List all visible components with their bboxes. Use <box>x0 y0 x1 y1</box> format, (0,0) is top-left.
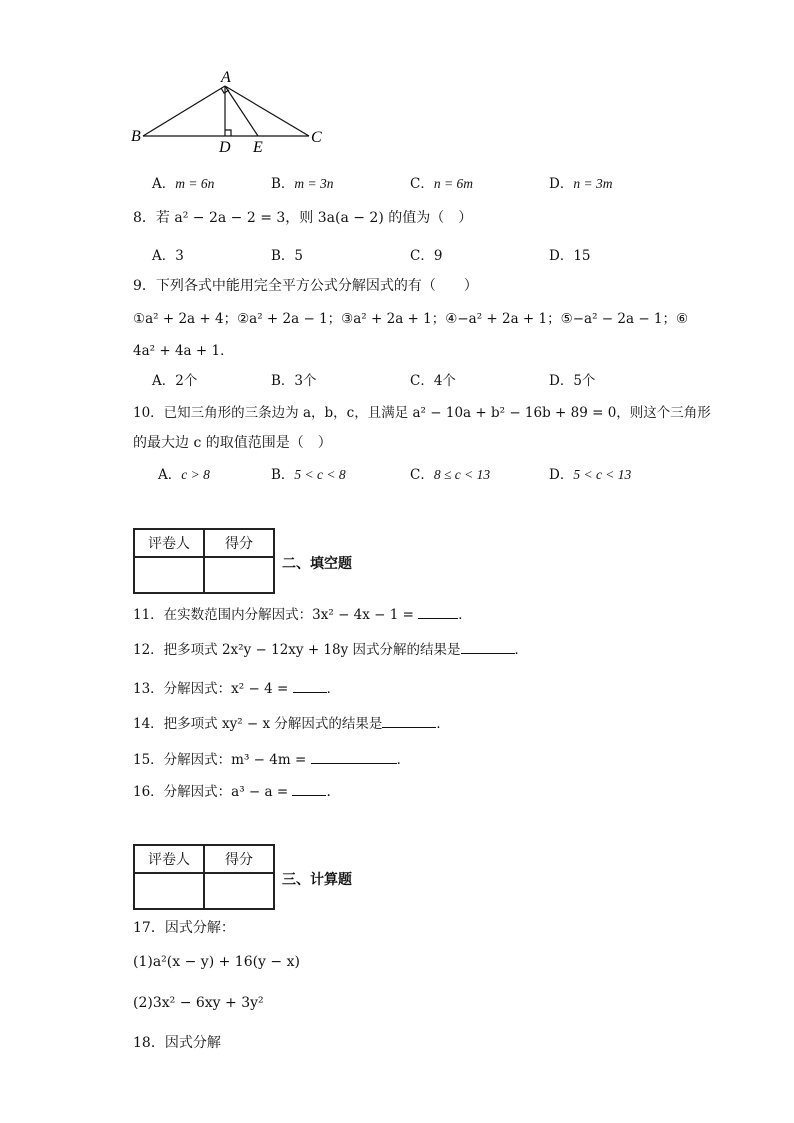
section2-title: 二、填空题 <box>282 556 352 572</box>
q13-answer-blank[interactable] <box>293 680 327 693</box>
q8-option-a: A．3 <box>152 248 184 264</box>
q7-option-b: B．m = 3n <box>271 176 334 192</box>
q8-option-b: B．5 <box>271 248 304 264</box>
q7-option-a: A．m = 6n <box>152 176 215 192</box>
score-table-grader-header: 评卷人 <box>134 845 204 873</box>
label-E: E <box>253 139 263 156</box>
q10-option-b: B．5 < c < 8 <box>271 467 346 483</box>
q9-option-b: B．3个 <box>271 373 317 389</box>
q10-option-a: A．c > 8 <box>158 467 210 483</box>
q8-option-d: D．15 <box>549 248 591 264</box>
q12-answer-blank[interactable] <box>461 641 515 654</box>
score-table-grader-header: 评卷人 <box>134 529 204 557</box>
q15-answer-blank[interactable] <box>311 751 397 764</box>
q11: 11．在实数范围内分解因式：3x² − 4x − 1 = ． <box>133 607 472 623</box>
score-table-score-cell[interactable] <box>204 557 274 593</box>
q8-option-c: C．9 <box>410 248 443 264</box>
q8-stem: 8．若 a² − 2a − 2 = 3，则 3a(a − 2) 的值为（ ） <box>133 210 473 226</box>
q10-stem-line2: 的最大边 c 的取值范围是（ ） <box>133 435 332 451</box>
q9-items-line1: ①a² + 2a + 4；②a² + 2a − 1；③a² + 2a + 1；④−a² + 2a + 1；⑤−a² − 2a − 1；⑥ <box>133 311 689 327</box>
q10-stem-line1: 10．已知三角形的三条边为 a，b，c，且满足 a² − 10a + b² − 16b + 89 = 0，则这个三角形 <box>133 405 711 421</box>
label-B: B <box>131 128 141 145</box>
q17-part2: (2)3x² − 6xy + 3y² <box>133 995 264 1011</box>
q9-items-line2: 4a² + 4a + 1． <box>133 343 234 359</box>
q16: 16．分解因式：a³ − a = . <box>133 784 331 800</box>
q10-option-d: D．5 < c < 13 <box>549 467 632 483</box>
q9-option-a: A．2个 <box>152 373 198 389</box>
score-table-score-header: 得分 <box>204 845 274 873</box>
q13: 13．分解因式：x² − 4 = ． <box>133 681 341 697</box>
score-table-grader-cell[interactable] <box>134 873 204 909</box>
q17-part1: (1)a²(x − y) + 16(y − x) <box>133 954 300 970</box>
q7-option-c: C．n = 6m <box>410 176 473 192</box>
q10-option-c: C．8 ≤ c < 13 <box>410 467 491 483</box>
score-table-section2 <box>133 528 275 594</box>
score-table-grader-cell[interactable] <box>134 557 204 593</box>
q14: 14．把多项式 xy² − x 分解因式的结果是 ． <box>133 716 450 732</box>
label-A: A <box>221 69 231 86</box>
q11-answer-blank[interactable] <box>418 606 458 619</box>
score-table-score-header: 得分 <box>204 529 274 557</box>
segment-AB <box>143 86 225 136</box>
score-table-score-cell[interactable] <box>204 873 274 909</box>
section3-title: 三、计算题 <box>282 872 352 888</box>
right-angle-mark-D <box>225 130 231 136</box>
label-C: C <box>311 129 322 146</box>
segment-AC <box>225 86 309 136</box>
segment-AE <box>225 86 258 136</box>
triangle-figure <box>125 66 325 158</box>
q9-option-d: D．5个 <box>549 373 596 389</box>
q9-option-c: C．4个 <box>410 373 456 389</box>
q18-stem: 18．因式分解 <box>133 1035 221 1051</box>
q16-answer-blank[interactable] <box>292 783 326 796</box>
q14-answer-blank[interactable] <box>382 715 436 728</box>
q17-stem: 17．因式分解： <box>133 920 235 936</box>
q7-option-d: D．n = 3m <box>549 176 613 192</box>
q15: 15．分解因式：m³ − 4m = ． <box>133 752 411 768</box>
score-table-section3 <box>133 844 275 910</box>
label-D: D <box>219 139 231 156</box>
q12: 12．把多项式 2x²y − 12xy + 18y 因式分解的结果是 ． <box>133 642 529 658</box>
q9-stem: 9．下列各式中能用完全平方公式分解因式的有（ ） <box>133 278 478 294</box>
